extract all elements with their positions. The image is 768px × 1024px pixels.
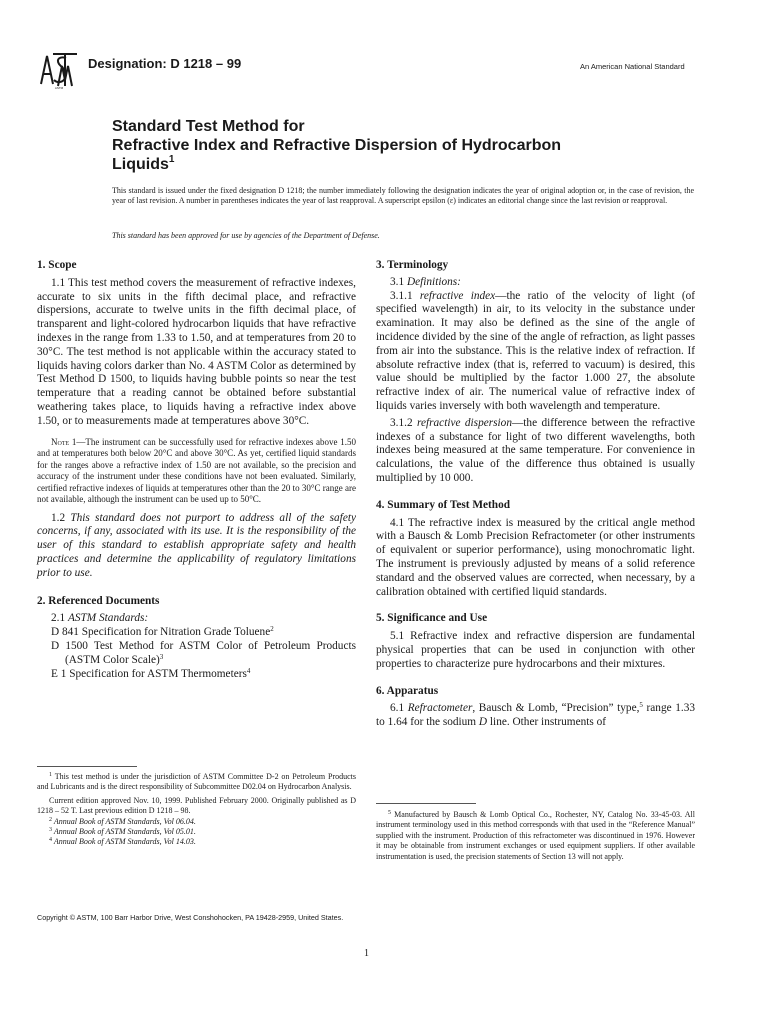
title-line-1: Standard Test Method for [112, 118, 305, 135]
ref-item: D 841 Specification for Nitration Grade Toluene$^2$ [51, 625, 274, 639]
scope-1-2: 1.2 This standard does not purport to address all of the safety concerns, if any, associated with its use. It is the responsibility of the user of this standard to establish appropriate safety and health practices and determine the applicability of regulatory limitations prior to use. [37, 511, 356, 579]
scope-1-1: 1.1 This test method covers the measurement of refractive indexes, accurate to six units in the fifth decimal place, and refractive dispersions, accurate to twelve units in the fifth decimal place, of transparent and light-colored hydrocarbon liquids that have refractive indexes in the range from 1.33 to 1.50, and at temperatures from 20 to 30°C. The test method is not applicable within the accuracy stated to liquids having colors darker than No. 4 ASTM Color as determined by Test Method D 1500, to liquids having bubble points so near the test temperature that a reading cannot be obtained before substantial weathering takes place, to liquids having a refractive index above 1.50, or to measurements made at temperatures above 30°C. [37, 276, 356, 427]
dod-approval-statement: This standard has been approved for use by agencies of the Department of Defense. [112, 231, 380, 240]
definition-refractive-index: 3.1.1 refractive index—the ratio of the velocity of light (of specified wavelength) in air, to its velocity in the substance under examination. It may also be defined as the sine of the angle of incidence divided by the sine of the angle of refraction, as light passes from air into the substance. This is the relative index of refraction. If absolute refractive index (that is, referred to vacuum) is desired, this value should be multiplied by the factor 1.000 27, the absolute refractive index of air. The numerical value of refractive index of liquids varies inversely with both wavelength and temperature. [376, 289, 695, 412]
apparatus-6-1: 6.1 Refractometer, Bausch & Lomb, “Precision” type,$^5$ range 1.33 to 1.64 for the sodium D line. Other instruments of [376, 701, 695, 729]
ref-item: E 1 Specification for ASTM Thermometers$^4$ [51, 666, 251, 680]
footnote-1: $^1$ This test method is under the jurisdiction of ASTM Committee D-2 on Petroleum Products and Lubricants and is the direct responsibility of Subcommittee D02.04 on Hydrocarbon Analysis. [37, 772, 356, 792]
document-title [112, 117, 672, 174]
referenced-documents [37, 612, 356, 681]
issued-statement: This standard is issued under the fixed designation D 1218; the number immediately following the designation indicates the year of original adoption or, in the case of revision, the year of last revision. A number in parentheses indicates the year of last reapproval. A superscript epsilon (ε) indicates an editorial change since the last revision or reapproval. [112, 186, 694, 206]
apparatus-heading: 6. Apparatus [376, 684, 439, 697]
definition-refractive-dispersion: 3.1.2 refractive dispersion—the difference between the refractive indexes of a substance for light of two different wavelengths, both indexes being measured at the same temperature. For convenience in calculations, the value of the difference thus obtained is usually multiplied by 10 000. [376, 416, 695, 484]
note-label: Note [51, 436, 70, 447]
copyright: Copyright © ASTM, 100 Barr Harbor Drive, West Conshohocken, PA 19428-2959, United States. [37, 913, 344, 922]
title-line-2: Refractive Index and Refractive Dispersion of Hydrocarbon [112, 137, 562, 154]
terminology-heading: 3. Terminology [376, 259, 449, 271]
right-column [376, 259, 695, 730]
ref-item: D 1500 Test Method for ASTM Color of Petroleum Products (ASTM Color Scale)$^3$ [51, 639, 356, 666]
footnotes-left [37, 772, 356, 848]
definitions-3-1: 3.1 Definitions: [390, 275, 461, 288]
significance-5-1: 5.1 Refractive index and refractive dispersion are fundamental physical properties that can be used in conjunction with other properties to characterize pure hydrocarbons and their mixtures. [376, 630, 695, 670]
footnote-4: $^4$ Annual Book of ASTM Standards, Vol 14.03. [49, 837, 196, 847]
refdocs-2-1: 2.1 ASTM Standards: [51, 612, 149, 625]
footnote-3: $^3$ Annual Book of ASTM Standards, Vol 05.01. [49, 827, 196, 837]
national-standard-label: An American National Standard [580, 62, 685, 71]
designation: Designation: D 1218 – 99 [88, 56, 242, 71]
title-line-3: Liquids$^1$ [112, 154, 175, 173]
astm-logo [38, 50, 80, 90]
footnote-5: $^5$ Manufactured by Bausch & Lomb Optical Co., Rochester, NY, Catalog No. 33-45-03. All instrument terminology used in this method corresponds with that used in the “Reference Manual” supplied with the instrument. Production of this refractometer was discontinued in 1976. However it may be obtainable from instrument exchanges or used equipment suppliers. If other available instrumentation is used, the precision statements of Section 13 will not apply. [376, 810, 695, 861]
footnote-edition: Current edition approved Nov. 10, 1999. Published February 2000. Originally published as D 1218 – 52 T. Last previous edition D 1218 – 98. [37, 795, 356, 816]
left-column [37, 259, 356, 681]
summary-heading: 4. Summary of Test Method [376, 498, 510, 511]
note-1: Note 1—The instrument can be successfully used for refractive indexes above 1.50 and at temperatures both below 20°C and above 30°C. As yet, certified liquid standards for the ranges above a refractive index of 1.50 are not available, so the precision and accuracy of the instrument under these conditions have not been evaluated. Similarly, certified refractive indexes of liquids at temperatures other than the 20 to 30°C range are not available, although the instrument can be used up to 50°C. [37, 436, 356, 505]
significance-heading: 5. Significance and Use [376, 612, 488, 625]
footnote-rule-left [37, 766, 137, 767]
summary-4-1: 4.1 The refractive index is measured by the critical angle method with a Bausch & Lomb Precision Refractometer (or other instruments of equivalent or superior performance), using monochromatic light. The instrument is previously adjusted by means of a solid reference standard and the observed values are corrected, when necessary, by a calibration obtained with certified liquid standards. [376, 516, 695, 598]
page-number: 1 [364, 948, 369, 959]
astm-logo-text: ASTM [54, 86, 64, 90]
footnote-2: $^2$ Annual Book of ASTM Standards, Vol 06.04. [49, 816, 196, 826]
scope-heading: 1. Scope [37, 259, 77, 271]
footnote-rule-right [376, 803, 476, 804]
title-footnote-mark: 1 [168, 154, 175, 165]
refdocs-heading: 2. Referenced Documents [37, 594, 160, 607]
